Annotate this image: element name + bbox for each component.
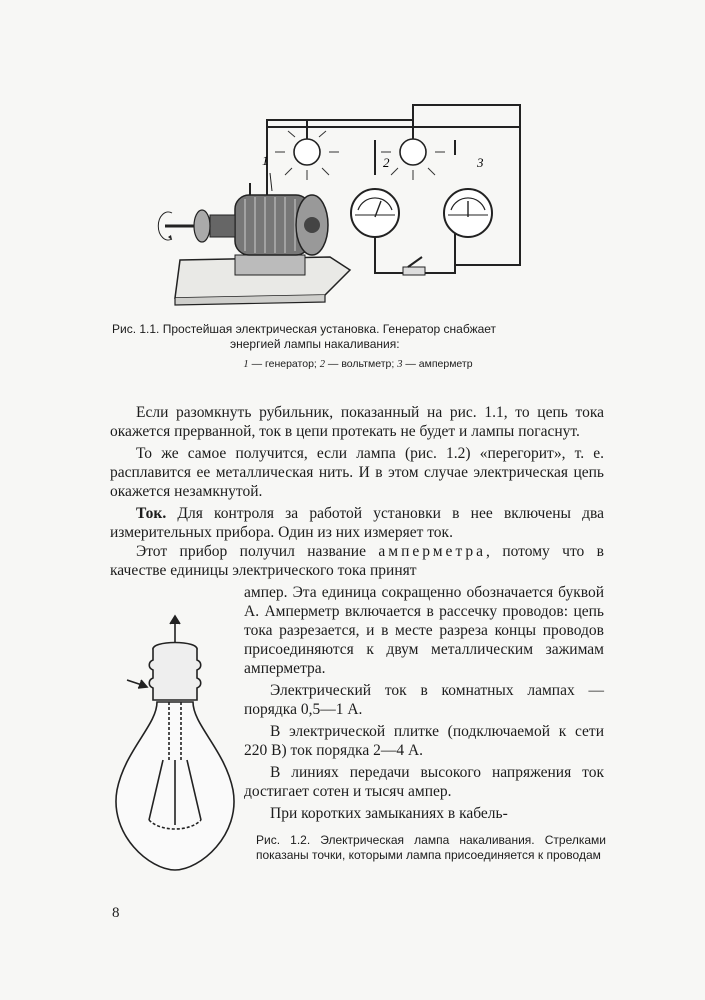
paragraph-3-text: Для контроля за работой установки в нее включены два измерительных прибора. Один из них измеряет ток. [110, 505, 604, 541]
caption-line-2: энергией лампы накаливания: [230, 337, 400, 351]
legend-num-1: 1 [243, 359, 249, 370]
legend-text-1: — генератор; [248, 358, 320, 370]
side-paragraph-3: В электрической плитке (подключаемой к сети 220 В) ток порядка 2—4 А. [244, 723, 604, 759]
paragraph-3 [110, 504, 604, 542]
term-ammeter: амперметра [378, 543, 487, 560]
lamp-left [275, 120, 339, 180]
figure-1-2-incandescent-lamp [105, 610, 240, 880]
paragraph-1: Если разомкнуть рубильник, показанный на рис. 1.1, то цепь тока окажется прерванной, ток в цепи протекать не будет и лампы погаснут. [110, 404, 604, 440]
paragraph-4-start: Этот прибор получил название [136, 543, 379, 560]
side-paragraph-4: В линиях передачи высокого напряжения ток достигает сотен и тысяч ампер. [244, 764, 604, 800]
paragraph-4 [110, 542, 604, 580]
figure-1-1-caption [112, 322, 604, 352]
label-generator: 1 [262, 153, 269, 168]
paragraph-2: То же самое получится, если лампа (рис. 1.2) «перегорит», т. е. расплавится ее металлическая нить. И в этом случае электрическая цепь окажется незамкнутой. [110, 445, 604, 500]
ammeter [444, 189, 492, 237]
side-text-block [244, 583, 604, 823]
legend-num-3: 3 [397, 359, 403, 370]
figure-1-1-electrical-setup [150, 95, 570, 315]
side-paragraph-5: При коротких замыканиях в кабель- [270, 805, 508, 822]
generator [158, 173, 350, 305]
legend-text-3: — амперметр [402, 358, 473, 370]
voltmeter [351, 189, 399, 237]
side-paragraph-2: Электрический ток в комнатных лампах — порядка 0,5—1 А. [244, 682, 604, 718]
legend-num-2: 2 [319, 359, 325, 370]
label-voltmeter: 2 [383, 155, 390, 170]
figure-1-2-caption: Рис. 1.2. Электрическая лампа накаливания. Стрелками показаны точки, которыми лампа присоединяется к проводам [256, 833, 606, 862]
heading-tok: Ток. [136, 505, 167, 522]
knife-switch [403, 257, 425, 275]
caption-line-1: Рис. 1.1. Простейшая электрическая установка. Генератор снабжает [112, 322, 497, 336]
side-paragraph-1: ампер. Эта единица сокращенно обозначается буквой А. Амперметр включается в рассечку проводов: цепь тока разрезается, и в месте разреза концы проводов присоединяются к двум металлическим зажимам амперметра. [244, 584, 604, 677]
legend-text-2: — вольтметр; [325, 358, 398, 370]
page-number: 8 [112, 905, 120, 921]
figure-1-1-legend [112, 358, 604, 370]
paragraph-4-end: , потому что в качестве единицы электрического тока принят [110, 543, 604, 579]
main-text-block [110, 403, 604, 580]
lamp-right [381, 120, 445, 180]
label-ammeter: 3 [477, 155, 484, 170]
